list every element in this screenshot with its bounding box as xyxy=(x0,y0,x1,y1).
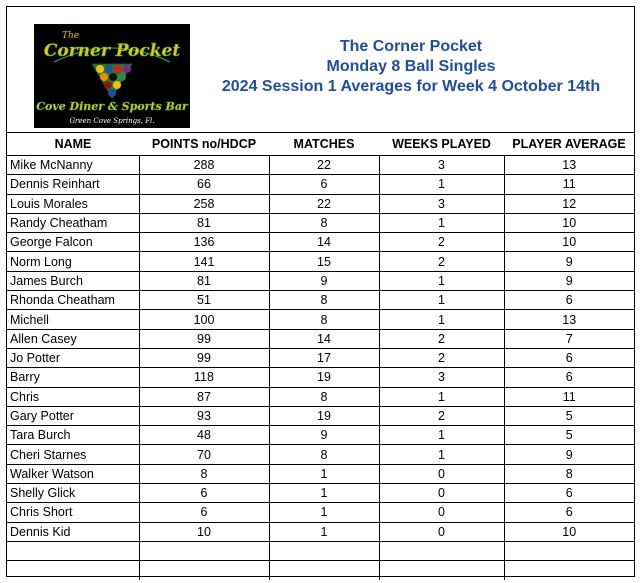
cell-name: Barry xyxy=(7,368,139,387)
cell-player-average: 10 xyxy=(504,233,634,252)
cell-weeks-played: 0 xyxy=(379,522,504,541)
table-row xyxy=(7,348,634,367)
cell-matches: 19 xyxy=(269,406,379,425)
cell-player-average: 12 xyxy=(504,194,634,213)
table-row xyxy=(7,252,634,271)
col-header-player-average: PLAYER AVERAGE xyxy=(512,137,626,151)
cell-name: Randy Cheatham xyxy=(7,213,139,232)
cell-points: 51 xyxy=(139,291,269,310)
cell-player-average: 6 xyxy=(504,503,634,522)
cell-matches: 1 xyxy=(269,484,379,503)
cell-matches: 17 xyxy=(269,348,379,367)
cell-name: James Burch xyxy=(7,271,139,290)
cell-weeks-played: 1 xyxy=(379,426,504,445)
table-row xyxy=(7,175,634,194)
cell-matches: 1 xyxy=(269,503,379,522)
cell-matches: 8 xyxy=(269,213,379,232)
svg-text:Green Cove Springs, Fl.: Green Cove Springs, Fl. xyxy=(69,117,155,125)
title-block xyxy=(197,37,625,97)
cell-matches: 9 xyxy=(269,271,379,290)
cell-name: Michell xyxy=(7,310,139,329)
cell-weeks-played: 2 xyxy=(379,406,504,425)
cell-points: 70 xyxy=(139,445,269,464)
table-row xyxy=(7,503,634,522)
cell-player-average: 11 xyxy=(504,387,634,406)
cell-matches: 14 xyxy=(269,329,379,348)
cell-name: Rhonda Cheatham xyxy=(7,291,139,310)
cell-weeks-played xyxy=(379,541,504,560)
cell-name: Louis Morales xyxy=(7,194,139,213)
table-row xyxy=(7,522,634,541)
cell-matches xyxy=(269,561,379,580)
cell-name: Norm Long xyxy=(7,252,139,271)
table-row xyxy=(7,194,634,213)
cell-points: 288 xyxy=(139,156,269,175)
cell-player-average xyxy=(504,541,634,560)
cell-player-average: 6 xyxy=(504,348,634,367)
cell-weeks-played: 1 xyxy=(379,387,504,406)
cell-weeks-played: 1 xyxy=(379,291,504,310)
cell-player-average: 10 xyxy=(504,213,634,232)
table-row xyxy=(7,271,634,290)
cell-name: Jo Potter xyxy=(7,348,139,367)
cell-player-average: 13 xyxy=(504,310,634,329)
cell-name: George Falcon xyxy=(7,233,139,252)
cell-matches: 22 xyxy=(269,194,379,213)
table-row xyxy=(7,541,634,560)
cell-weeks-played: 1 xyxy=(379,213,504,232)
cell-name: Shelly Glick xyxy=(7,484,139,503)
table-row xyxy=(7,387,634,406)
cell-weeks-played: 1 xyxy=(379,271,504,290)
table-row xyxy=(7,291,634,310)
cell-matches: 9 xyxy=(269,426,379,445)
cell-weeks-played: 0 xyxy=(379,503,504,522)
cell-name: Mike McNanny xyxy=(7,156,139,175)
table-row xyxy=(7,445,634,464)
cell-points: 6 xyxy=(139,503,269,522)
col-header-name: NAME xyxy=(54,137,92,151)
cell-points: 258 xyxy=(139,194,269,213)
cell-points: 81 xyxy=(139,271,269,290)
cell-points: 6 xyxy=(139,484,269,503)
cell-name xyxy=(7,561,139,580)
table-row xyxy=(7,406,634,425)
cell-matches: 1 xyxy=(269,464,379,483)
cell-points: 118 xyxy=(139,368,269,387)
cell-weeks-played: 2 xyxy=(379,252,504,271)
cell-weeks-played: 3 xyxy=(379,368,504,387)
cell-points: 87 xyxy=(139,387,269,406)
cell-matches: 14 xyxy=(269,233,379,252)
cell-name xyxy=(7,541,139,560)
table-row xyxy=(7,329,634,348)
cell-points: 141 xyxy=(139,252,269,271)
cell-points: 48 xyxy=(139,426,269,445)
cell-points: 81 xyxy=(139,213,269,232)
cell-player-average: 9 xyxy=(504,271,634,290)
cell-name: Chris Short xyxy=(7,503,139,522)
session-title: 2024 Session 1 Averages for Week 4 October 14th xyxy=(221,78,601,95)
cell-weeks-played: 1 xyxy=(379,310,504,329)
cell-name: Walker Watson xyxy=(7,464,139,483)
svg-text:The: The xyxy=(62,31,80,41)
cell-player-average xyxy=(504,561,634,580)
cell-player-average: 9 xyxy=(504,252,634,271)
col-header-matches: MATCHES xyxy=(293,137,355,151)
cell-name: Dennis Kid xyxy=(7,522,139,541)
column-header-row xyxy=(7,132,634,155)
cell-player-average: 6 xyxy=(504,368,634,387)
cell-matches: 1 xyxy=(269,522,379,541)
cell-weeks-played xyxy=(379,561,504,580)
cell-weeks-played: 3 xyxy=(379,194,504,213)
sheet-header xyxy=(7,7,634,133)
cell-points: 8 xyxy=(139,464,269,483)
cell-weeks-played: 1 xyxy=(379,445,504,464)
cell-weeks-played: 2 xyxy=(379,233,504,252)
cell-matches: 8 xyxy=(269,310,379,329)
col-header-points: POINTS no/HDCP xyxy=(151,137,257,151)
cell-points: 99 xyxy=(139,329,269,348)
cell-points: 66 xyxy=(139,175,269,194)
cell-weeks-played: 2 xyxy=(379,329,504,348)
cell-weeks-played: 0 xyxy=(379,464,504,483)
cell-player-average: 9 xyxy=(504,445,634,464)
cell-points: 99 xyxy=(139,348,269,367)
cell-name: Chris xyxy=(7,387,139,406)
cell-weeks-played: 0 xyxy=(379,484,504,503)
cell-player-average: 5 xyxy=(504,406,634,425)
cell-points xyxy=(139,541,269,560)
cell-matches xyxy=(269,541,379,560)
table-row xyxy=(7,233,634,252)
table-row xyxy=(7,426,634,445)
cell-player-average: 11 xyxy=(504,175,634,194)
cell-name: Dennis Reinhart xyxy=(7,175,139,194)
cell-name: Cheri Starnes xyxy=(7,445,139,464)
averages-sheet xyxy=(6,6,635,577)
venue-title: The Corner Pocket xyxy=(339,38,483,55)
table-row xyxy=(7,561,634,580)
table-row xyxy=(7,156,634,175)
cell-weeks-played: 3 xyxy=(379,156,504,175)
cell-points: 93 xyxy=(139,406,269,425)
table-row xyxy=(7,368,634,387)
cell-name: Gary Potter xyxy=(7,406,139,425)
svg-text:Cove Diner & Sports Bar: Cove Diner & Sports Bar xyxy=(36,100,188,113)
cell-player-average: 6 xyxy=(504,291,634,310)
cell-matches: 8 xyxy=(269,291,379,310)
cell-points: 100 xyxy=(139,310,269,329)
cell-player-average: 6 xyxy=(504,484,634,503)
cell-matches: 8 xyxy=(269,445,379,464)
cell-name: Tara Burch xyxy=(7,426,139,445)
cell-player-average: 5 xyxy=(504,426,634,445)
logo-graphic xyxy=(34,24,190,128)
cell-points: 136 xyxy=(139,233,269,252)
table-row xyxy=(7,310,634,329)
averages-table xyxy=(7,155,634,580)
cell-player-average: 13 xyxy=(504,156,634,175)
table-row xyxy=(7,464,634,483)
cell-weeks-played: 1 xyxy=(379,175,504,194)
cell-matches: 15 xyxy=(269,252,379,271)
table-row xyxy=(7,213,634,232)
cell-matches: 19 xyxy=(269,368,379,387)
league-title: Monday 8 Ball Singles xyxy=(326,58,496,75)
cell-player-average: 10 xyxy=(504,522,634,541)
cell-weeks-played: 2 xyxy=(379,348,504,367)
svg-text:Corner Pocket: Corner Pocket xyxy=(43,41,181,61)
col-header-weeks-played: WEEKS PLAYED xyxy=(392,137,491,151)
cell-name: Allen Casey xyxy=(7,329,139,348)
cell-matches: 6 xyxy=(269,175,379,194)
cell-matches: 22 xyxy=(269,156,379,175)
cell-matches: 8 xyxy=(269,387,379,406)
corner-pocket-logo xyxy=(34,24,190,128)
table-row xyxy=(7,484,634,503)
cell-points xyxy=(139,561,269,580)
cell-player-average: 8 xyxy=(504,464,634,483)
cell-player-average: 7 xyxy=(504,329,634,348)
cell-points: 10 xyxy=(139,522,269,541)
